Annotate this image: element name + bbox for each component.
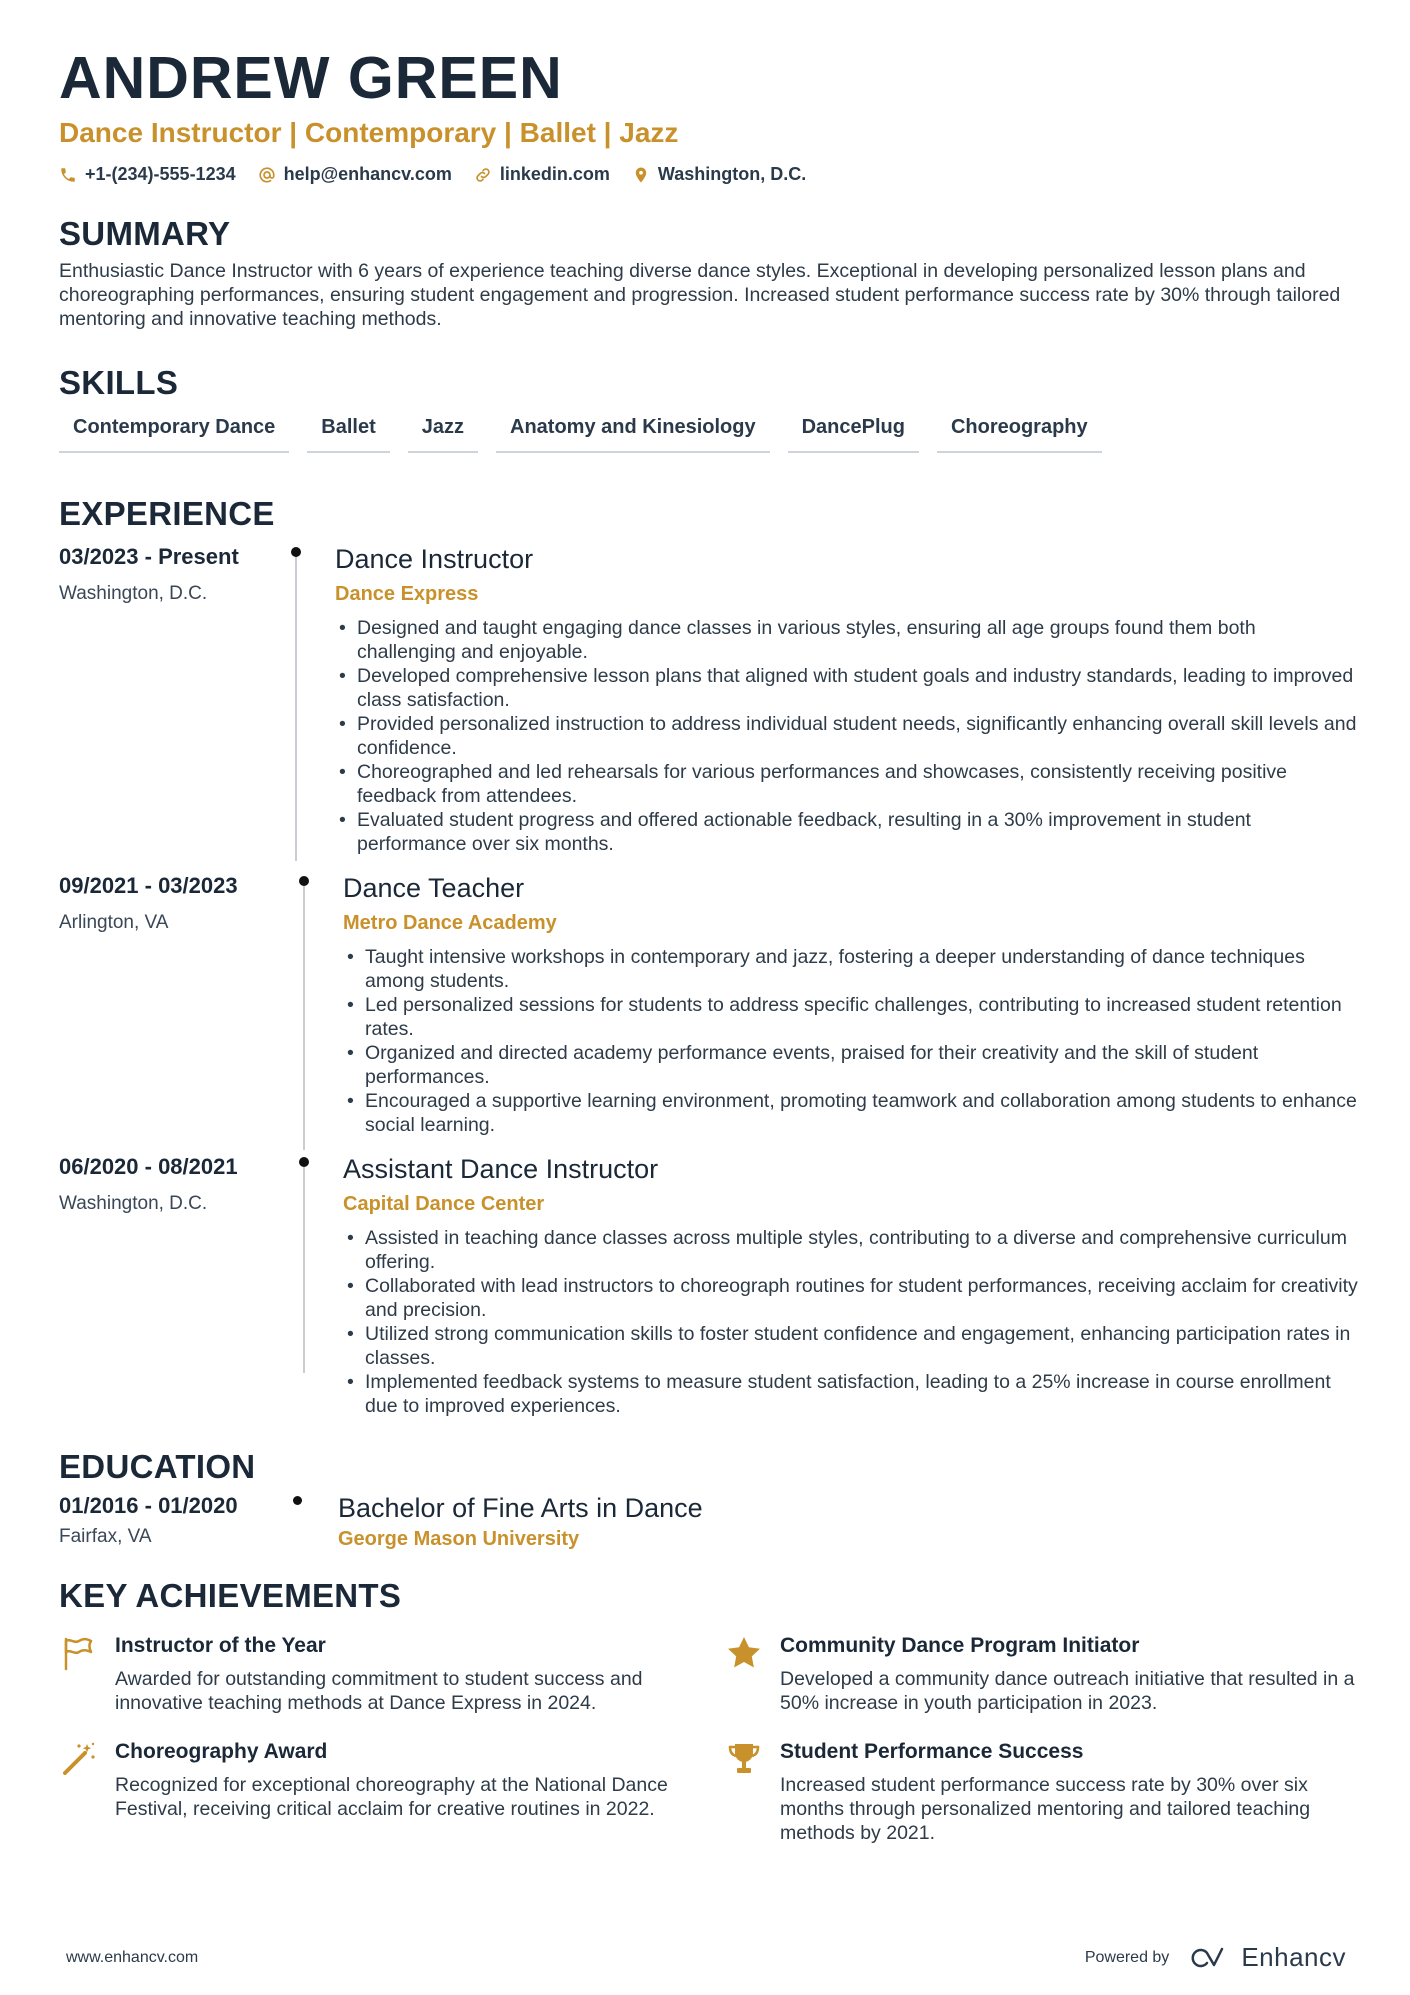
experience-location: Washington, D.C. (59, 583, 208, 604)
experience-role: Assistant Dance Instructor (343, 1154, 659, 1184)
timeline-dot (299, 1157, 309, 1167)
education-location: Fairfax, VA (59, 1526, 152, 1547)
education-degree: Bachelor of Fine Arts in Dance (338, 1493, 703, 1523)
experience-bullet: • Utilized strong communication skills to foster student confidence and engagement, enhancing participation rates in classes. (343, 1322, 1359, 1370)
achievement-desc: Awarded for outstanding commitment to student success and innovative teaching methods at Dance Express in 2024. (115, 1668, 643, 1714)
enhancv-logo-icon (1187, 1946, 1233, 1970)
experience-date: 09/2021 - 03/2023 (59, 873, 238, 898)
footer-brand (1085, 1942, 1346, 1973)
location-text: Washington, D.C. (657, 164, 807, 184)
experience-bullet: • Provided personalized instruction to address individual student needs, significantly enhancing overall skill levels and confidence. (335, 712, 1359, 760)
achievement-item (59, 1739, 724, 1845)
experience-company: Dance Express (335, 583, 479, 605)
brand-text: Enhancv (1241, 1942, 1346, 1972)
achievement-desc: Developed a community dance outreach initiative that resulted in a 50% increase in youth participation in 2023. (780, 1668, 1355, 1714)
experience-location: Arlington, VA (59, 912, 169, 933)
timeline-line (303, 880, 305, 1150)
timeline-dot (291, 547, 301, 557)
footer-website[interactable]: www.enhancv.com (66, 1948, 199, 1966)
experience-bullet: • Evaluated student progress and offered actionable feedback, resulting in a 30% improvement in student performance over six months. (335, 808, 1359, 856)
achievement-name: Choreography Award (115, 1740, 328, 1763)
skills-heading: SKILLS (59, 364, 179, 401)
contact-linkedin[interactable] (474, 164, 610, 185)
experience-bullet: • Encouraged a supportive learning environment, promoting teamwork and collaboration among students to enhance social learning. (343, 1089, 1359, 1137)
experience-location: Washington, D.C. (59, 1193, 208, 1214)
candidate-title: Dance Instructor | Contemporary | Ballet | Jazz (59, 117, 679, 148)
experience-bullet: • Designed and taught engaging dance classes in various styles, ensuring all age groups found them both challenging and enjoyable. (335, 616, 1359, 664)
experience-bullets (343, 945, 1359, 1137)
achievement-item (59, 1633, 724, 1715)
skill-tag: Choreography (937, 416, 1102, 453)
contact-location (632, 164, 806, 185)
phone-text: +1-(234)-555-1234 (85, 164, 236, 184)
timeline-line (303, 1161, 305, 1373)
achievement-desc: Increased student performance success rate by 30% over six months through personalized mentoring and tailored teaching methods by 2021. (780, 1774, 1311, 1844)
timeline-dot (299, 876, 309, 886)
magic-wand-icon (61, 1741, 97, 1777)
link-icon (474, 166, 492, 184)
experience-bullet: • Choreographed and led rehearsals for various performances and showcases, consistently receiving positive feedback from attendees. (335, 760, 1359, 808)
achievements-grid (59, 1633, 1359, 1845)
experience-bullet: • Taught intensive workshops in contemporary and jazz, fostering a deeper understanding of dance techniques among students. (343, 945, 1359, 993)
experience-role: Dance Instructor (335, 544, 534, 574)
trophy-icon (726, 1741, 762, 1777)
experience-bullet: • Organized and directed academy performance events, praised for their creativity and the skill of student performances. (343, 1041, 1359, 1089)
achievement-item (724, 1633, 1359, 1715)
achievement-desc: Recognized for exceptional choreography at the National Dance Festival, receiving critical acclaim for creative routines in 2022. (115, 1774, 668, 1820)
experience-date: 06/2020 - 08/2021 (59, 1154, 238, 1179)
achievement-name: Student Performance Success (780, 1740, 1084, 1763)
experience-date: 03/2023 - Present (59, 544, 239, 569)
skills-list (59, 416, 1359, 453)
experience-entry (59, 1153, 1359, 1418)
experience-bullet: • Led personalized sessions for students to address specific challenges, contributing to increased student retention rates. (343, 993, 1359, 1041)
timeline-dot (293, 1496, 302, 1505)
email-text: help@enhancv.com (283, 164, 452, 184)
education-heading: EDUCATION (59, 1448, 256, 1485)
skill-tag: Ballet (307, 416, 389, 453)
contact-bar (59, 164, 1359, 185)
linkedin-text: linkedin.com (499, 164, 610, 184)
candidate-name: ANDREW GREEN (59, 45, 563, 111)
contact-email[interactable] (258, 164, 452, 185)
experience-bullets (335, 616, 1359, 856)
star-icon (726, 1635, 762, 1671)
summary-heading: SUMMARY (59, 215, 231, 252)
experience-role: Dance Teacher (343, 873, 525, 903)
experience-bullet: • Implemented feedback systems to measure student satisfaction, leading to a 25% increase in course enrollment due to improved experiences. (343, 1370, 1359, 1418)
location-pin-icon (632, 166, 650, 184)
achievement-name: Instructor of the Year (115, 1634, 326, 1657)
education-school: George Mason University (338, 1528, 580, 1550)
experience-company: Metro Dance Academy (343, 912, 557, 934)
powered-by-label: Powered by (1084, 1948, 1170, 1966)
education-date: 01/2016 - 01/2020 (59, 1493, 238, 1518)
experience-bullet: • Collaborated with lead instructors to choreograph routines for student performances, receiving acclaim for creativity and precision. (343, 1274, 1359, 1322)
skill-tag: Jazz (408, 416, 478, 453)
skill-tag: DancePlug (788, 416, 919, 453)
experience-heading: EXPERIENCE (59, 495, 275, 532)
at-icon (258, 166, 276, 184)
experience-bullet: • Assisted in teaching dance classes across multiple styles, contributing to a diverse and comprehensive curriculum offering. (343, 1226, 1359, 1274)
achievement-name: Community Dance Program Initiator (780, 1634, 1140, 1657)
footer (66, 1942, 1346, 1973)
achievement-item (724, 1739, 1359, 1845)
education-entry (59, 1492, 1359, 1551)
timeline-line (295, 551, 297, 861)
flag-icon (61, 1635, 97, 1671)
experience-entry (59, 872, 1359, 1137)
phone-icon (59, 166, 77, 184)
skill-tag: Contemporary Dance (59, 416, 289, 453)
enhancv-logo[interactable] (1187, 1942, 1346, 1973)
achievements-heading: KEY ACHIEVEMENTS (59, 1577, 402, 1614)
skill-tag: Anatomy and Kinesiology (496, 416, 770, 453)
experience-bullet: • Developed comprehensive lesson plans that aligned with student goals and industry standards, leading to improved class satisfaction. (335, 664, 1359, 712)
experience-entry (59, 543, 1359, 856)
experience-bullets (343, 1226, 1359, 1418)
contact-phone[interactable] (59, 164, 236, 185)
experience-company: Capital Dance Center (343, 1193, 545, 1215)
summary-text: Enthusiastic Dance Instructor with 6 years of experience teaching diverse dance styles. Exceptional in developing personalized lesson plans and choreographing performances, ensuring student engagement and progression. Increased student performance success rate by 30% through tailored mentoring and innovative teaching methods. (59, 260, 1341, 330)
